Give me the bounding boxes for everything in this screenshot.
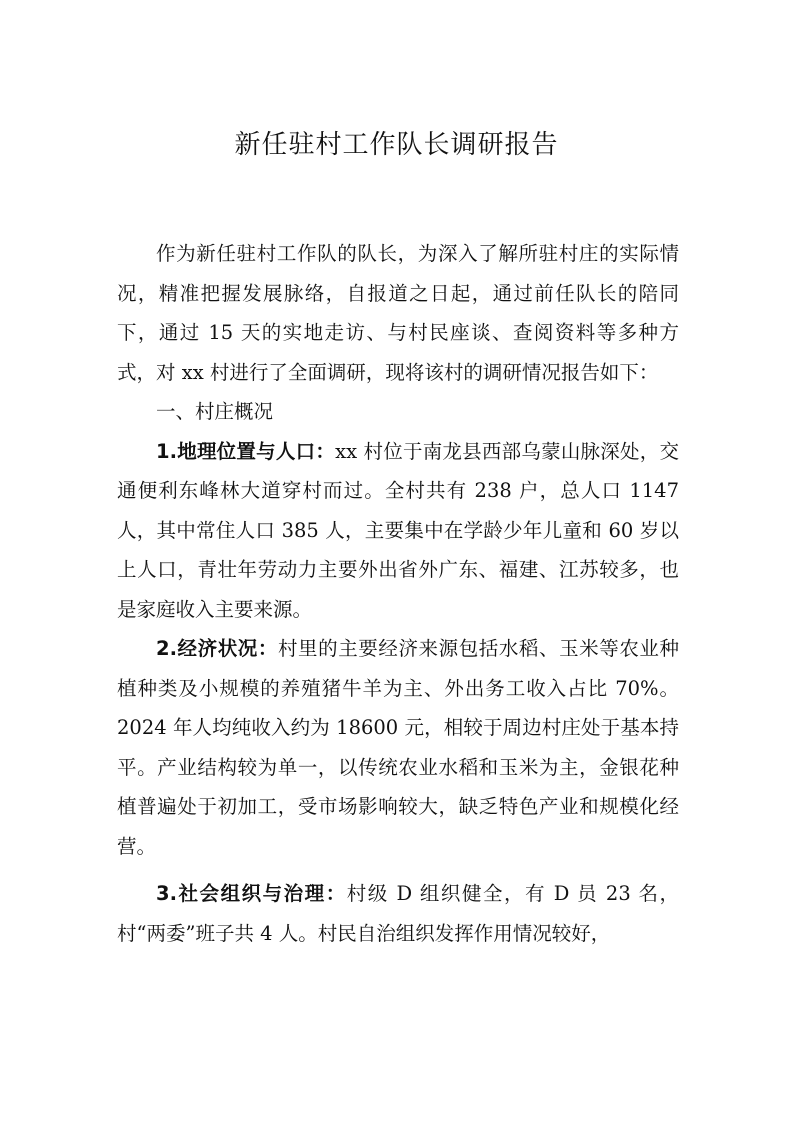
item-text: 村级 D 组织健全，有 D 员 23 名，村“两委”班子共 4 人。村民自治组织发挥作用情况较好，	[117, 882, 679, 945]
paragraph-gap	[117, 866, 679, 874]
item-lead: 1.地理位置与人口：	[156, 439, 336, 463]
item-social-governance	[117, 874, 679, 953]
item-lead: 2.经济状况：	[156, 637, 278, 660]
item-text: xx 村位于南龙县西部乌蒙山脉深处，交通便利东峰林大道穿村而过。全村共有 238 户，总人口 1147 人，其中常住人口 385 人，主要集中在学龄少年儿童和 60 岁以上人口，青壮年劳动力主要外出省外广东、福建、江苏较多，也是家庭收入主要来源。	[117, 439, 679, 621]
document-title: 新任驻村工作队长调研报告	[234, 130, 559, 160]
item-lead: 3.社会组织与治理：	[156, 882, 347, 905]
item-text: 村里的主要经济来源包括水稻、玉米等农业种植种类及小规模的养殖猪牛羊为主、外出务工收入占比 70%。2024 年人均纯收入约为 18600 元，相较于周边村庄处于基本持平。产业结构较为单一，以传统农业水稻和玉米为主，金银花种植普遍处于初加工，受市场影响较大，缺乏特色产业和规模化经营。	[117, 637, 679, 858]
item-geography-population	[117, 432, 679, 630]
document-body	[117, 234, 679, 953]
intro-paragraph: 作为新任驻村工作队的队长，为深入了解所驻村庄的实际情况，精准把握发展脉络，自报道之日起，通过前任队长的陪同下，通过 15 天的实地走访、与村民座谈、查阅资料等多种方式，对 xx 村进行了全面调研，现将该村的调研情况报告如下：	[117, 242, 679, 384]
section-heading-village-overview: 一、村庄概况	[156, 400, 274, 423]
item-economy	[117, 629, 679, 866]
